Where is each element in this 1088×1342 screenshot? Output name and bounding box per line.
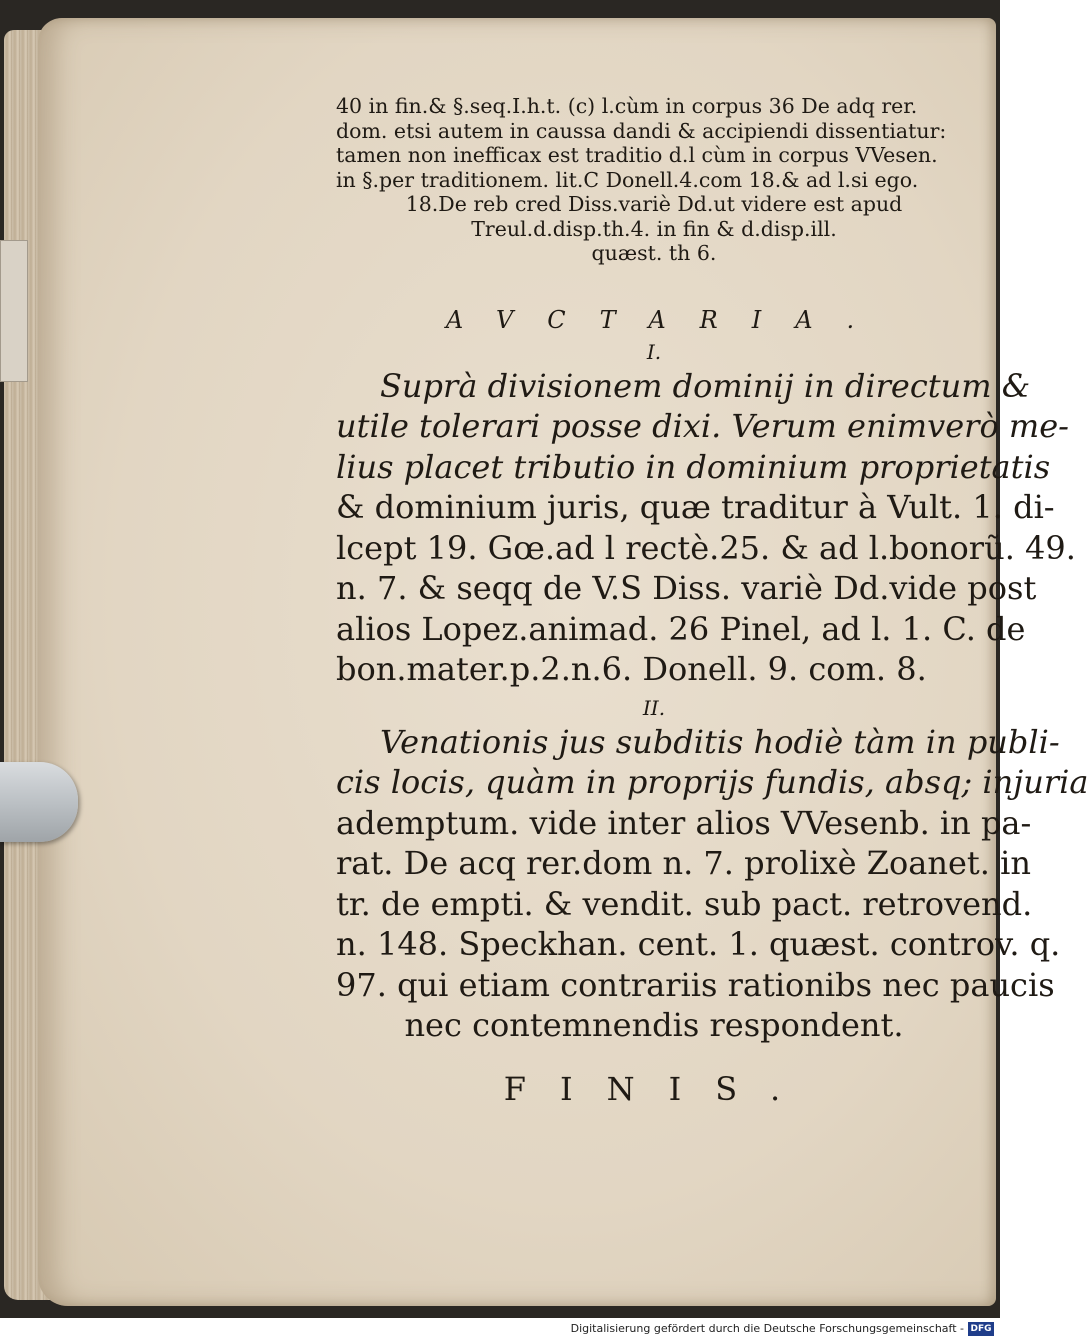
auctaria-heading: AVCTARIA. [445,305,889,334]
item-line: alios Lopez.animad. 26 Pinel, ad l. 1. C. de [336,609,1026,648]
item-line: & dominium juris, quæ traditur à Vult. 1. di- [336,488,1055,526]
item-line: ademptum. vide inter alios VVesenb. in pa- [336,803,1032,842]
footnote [336,94,972,266]
footnote-line: Treul.d.disp.th.4. in fin & d.disp.ill. [471,216,837,241]
paper-tab [0,240,28,382]
funding-credit: Digitalisierung gefördert durch die Deutsche Forschungsgemeinschaft - [570,1322,964,1335]
auctaria-item-1 [336,339,1076,690]
item-line: Suprà divisionem dominij in directum & [380,366,1031,405]
item-line: n. 7. & seqq de V.S Diss. variè Dd.vide post [336,569,1037,607]
item-line: lius placet tributio in dominium proprietatis [336,447,1051,486]
dfg-logo: DFG [968,1322,994,1336]
page-text [336,94,1088,1108]
footnote-line: 40 in fin.& §.seq.I.h.t. (c) l.cùm in corpus 36 De adq rer. [336,94,918,118]
footnote-line: 18.De reb cred Diss.variè Dd.ut videre est apud [405,192,903,216]
footnote-line: dom. etsi autem in caussa dandi & accipiendi dissentiatur: [336,118,947,143]
item-line: utile tolerari posse dixi. Verum enimverò me- [336,407,1069,445]
item-number: I. [646,339,662,364]
item-line: rat. De acq rer.dom n. 7. prolixè Zoanet. in [336,844,1031,882]
page-clip [0,762,78,842]
item-line: n. 148. Speckhan. cent. 1. quæst. controv. q. [336,925,1061,963]
footnote-line: in §.per traditionem. lit.C Donell.4.com 18.& ad l.si ego. [336,167,919,192]
auctaria-item-2 [336,695,1088,1046]
item-line: 97. qui etiam contrariis rationibs nec paucis [336,965,1055,1004]
item-line: tr. de empti. & vendit. sub pact. retrovend. [336,884,1033,923]
footnote-line: tamen non inefficax est traditio d.l cùm in corpus VVesen. [336,143,938,167]
item-line: bon.mater.p.2.n.6. Donell. 9. com. 8. [336,650,927,688]
footnote-line: quæst. th 6. [591,241,717,265]
finis: FINIS. [503,1069,815,1108]
item-line: cis locis, quàm in proprijs fundis, absq; injuria [336,763,1088,801]
item-line: Venationis jus subditis hodiè tàm in publi- [380,722,1060,761]
item-line: lcept 19. Gœ.ad l rectè.25. & ad l.bonorũ. 49. [336,528,1076,567]
item-number: II. [642,695,666,720]
item-line: nec contemnendis respondent. [404,1006,904,1044]
